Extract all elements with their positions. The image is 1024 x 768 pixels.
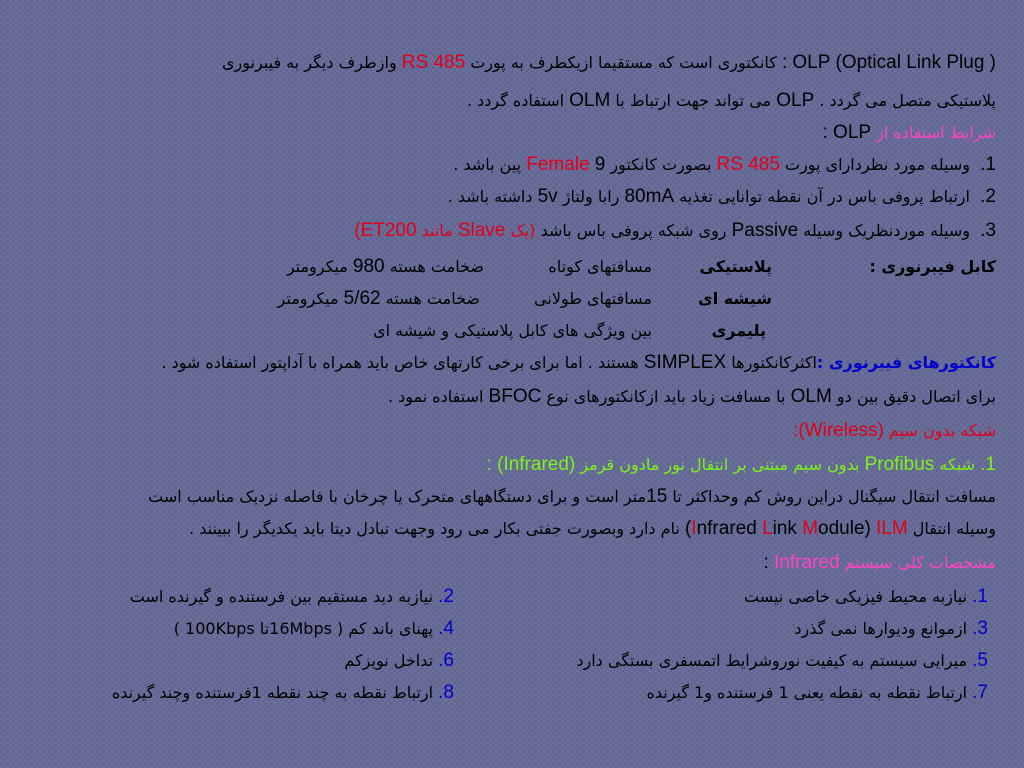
text: (یک [510,221,536,240]
colon: : [781,52,788,73]
letter: M [802,518,819,539]
item-number: 8. [438,682,454,703]
item-number: 1. [980,454,996,475]
text: : [822,122,828,143]
text: می تواند جهت ارتباط با [615,91,772,110]
condition-1 [28,154,996,176]
text: وسیله موردنظریک وسیله [803,221,970,240]
text: کانکتوری است که مستقیما ازیکطرف به پورت [470,53,777,72]
letter: L [762,518,773,539]
polymer-desc: بین ویژگی های کابل پلاستیکی و شیشه ای [373,321,652,340]
fiber-cable-label: کابل فیبرنوری : [869,257,996,276]
text: میکرومتر [286,257,348,276]
plastic-core [287,256,484,278]
text: ضخامت هسته [389,257,484,276]
text: شبکه بدون سیم [888,421,996,440]
number: 9 [594,154,606,175]
text: ارتباط پروفی باس در آن نقطه توانایی تغذیه [679,187,970,206]
condition-3 [28,220,996,242]
text: نام دارد وبصورت جفتی بکار می رود وجهت تبادل دیتا باید یکدیگر را ببینند . [189,519,680,538]
text: ازموانع ودیوارها نمی گذرد [794,619,968,638]
text: مانند [421,221,453,240]
spec-item-8 [112,682,454,704]
simplex-term: SIMPLEX [643,352,727,373]
spec-item-4 [174,618,454,640]
text: داشته باشد . [447,187,533,206]
condition-2 [28,186,996,208]
text: تداخل نویزکم [344,651,434,670]
slave-term: Slave [457,220,506,241]
glass-fiber: شیشه ای [698,289,772,308]
spec-item-2 [130,586,454,608]
item-number: 3. [980,220,996,241]
olp-definition-line [28,52,996,74]
rs485-term: RS 485 [401,52,466,73]
et200-term: ET200) [354,220,417,241]
text: میرایی سیستم به کیفیت نوروشرایط اتمسفری بستگی دارد [576,651,968,670]
text: استفاده نمود . [387,387,484,406]
text: وسیله مورد نظردارای پورت [785,155,970,174]
bfoc-term: BFOC [488,386,542,407]
text: ضخامت هسته [385,289,480,308]
text: شرایط استفاده از [876,123,996,142]
infrared-specs-heading [28,552,996,574]
spec-item-7 [646,682,988,704]
plastic-fiber: پلاستیکی [699,257,772,276]
infrared-term: Infrared [774,552,840,573]
fiber-connectors-label: کانکتورهای فیبرنوری : [816,353,996,372]
fiber-connectors-line [28,352,996,374]
olm-term: OLM [790,386,832,407]
text: روی شبکه پروفی باس باشد [540,221,727,240]
wireless-term: (Wireless): [793,420,884,441]
text: مشخصات کلی سیستم [844,553,996,572]
text: وسیله انتقال [912,519,996,538]
ilm-line [28,518,996,540]
item-number: 6. [438,650,454,671]
text: : [763,552,769,573]
voltage-value: 5v [537,186,558,207]
spec-item-5 [576,650,988,672]
olp-term: OLP [833,122,872,143]
wireless-heading [28,420,996,442]
item-number: 4. [438,618,454,639]
text: پهنای باند کم ( 16Mbpsتا 100Kbps ) [173,619,434,638]
text: بدون سیم مبتنی بر انتقال نور مادون قرمز [580,455,860,474]
current-value: 80mA [624,186,675,207]
olp-usage-line [28,90,996,112]
infrared-term: (Infrared) : [486,454,576,475]
text: مسافت انتقال سیگنال دراین روش کم وحداکثر تا [672,487,996,506]
text: رابا ولتاژ [562,187,620,206]
letter: I [691,518,697,539]
plastic-distance: مسافتهای کوتاه [548,257,652,276]
text: متر است و برای دستگاههای متحرک یا چرخان با فاصله نزدیک مناسب است [148,487,647,506]
item-number: 2. [980,186,996,207]
number: 15 [646,486,668,507]
item-number: 5. [972,650,988,671]
text: nfrared [696,518,757,539]
item-number: 2. [438,586,454,607]
text: پین باشد . [453,155,522,174]
spec-item-1 [744,586,988,608]
rs485-term: RS 485 [716,154,780,175]
text: odule) [818,518,871,539]
text: نیازبه دید مستقیم بین فرستنده و گیرنده است [129,587,434,606]
olp-term: OLP [792,52,831,73]
text: استفاده گردد . [466,91,565,110]
glass-core [278,288,480,310]
olm-term: OLM [569,90,611,111]
item-number: 1. [980,154,996,175]
ilm-term: ILM [875,518,908,539]
text: شبکه [939,455,976,474]
item-number: 7. [972,682,988,703]
olp-expansion: (Optical Link Plug ) [835,52,996,73]
text: اکثرکانکتورها [731,353,817,372]
text: بصورت کانکتور [610,155,712,174]
text: وازطرف دیگر به فیبرنوری [221,53,397,72]
infrared-distance-line [28,486,996,508]
text: میکرومتر [277,289,339,308]
item-number: 3. [972,618,988,639]
bfoc-line [28,386,996,408]
olp-term: OLP [776,90,815,111]
female-term: Female [526,154,590,175]
text: برای اتصال دقیق بین دو [836,387,996,406]
text: ارتباط نقطه به نقطه یعنی 1 فرستنده و1 گیرنده [646,683,968,702]
ilm-expansion [685,518,871,539]
profibus-term: Profibus [864,454,935,475]
text: نیازبه محیط فیزیکی خاصی نیست [743,587,968,606]
text: با مسافت زیاد باید ازکانکتورهای نوع [546,387,786,406]
text: ارتباط نقطه به چند نقطه 1فرستنده وچند گیرنده [111,683,434,702]
conditions-heading [28,122,996,144]
text: ( [684,518,692,539]
item-number: 1. [972,586,988,607]
text: هستند . اما برای برخی کارتهای خاص باید همراه با آداپتور استفاده شود . [161,353,639,372]
number: 980 [352,256,385,277]
infrared-heading [28,454,996,476]
spec-item-6 [344,650,454,672]
glass-distance: مسافتهای طولانی [534,289,652,308]
text: ink [772,518,797,539]
spec-item-3 [794,618,988,640]
polymer-fiber: پلیمری [711,321,766,340]
passive-term: Passive [731,220,799,241]
text: پلاستیکی متصل می گردد . [819,91,996,110]
number: 5/62 [343,288,381,309]
